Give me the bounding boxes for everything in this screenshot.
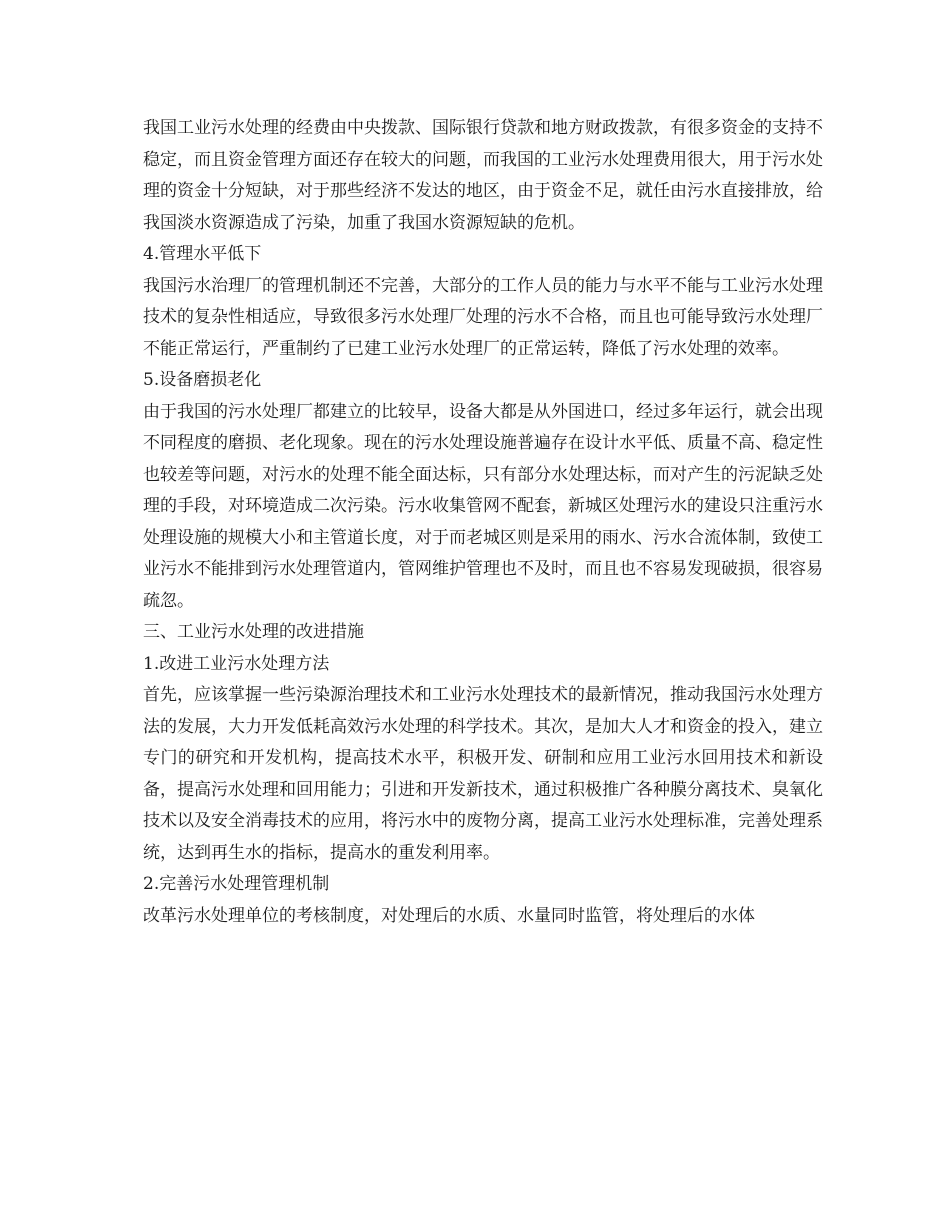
paragraph-methods: 首先，应该掌握一些污染源治理技术和工业污水处理技术的最新情况，推动我国污水处理方法的发展，大力开发低耗高效污水处理的科学技术。其次，是加大人才和资金的投入，建立专门的研究和开发机构，提高技术水平，积极开发、研制和应用工业污水回用技术和新设备，提高污水处理和回用能力；引进和开发新技术，通过积极推广各种膜分离技术、臭氧化技术以及安全消毒技术的应用，将污水中的废物分离，提高工业污水处理标准，完善处理系统，达到再生水的指标，提高水的重发利用率。	[143, 685, 823, 863]
document-body	[143, 113, 823, 932]
paragraph-funding: 我国工业污水处理的经费由中央拨款、国际银行贷款和地方财政拨款，有很多资金的支持不稳定，而且资金管理方面还存在较大的问题，而我国的工业污水处理费用很大，用于污水处理的资金十分短缺，对于那些经济不发达的地区，由于资金不足，就任由污水直接排放，给我国淡水资源造成了污染，加重了我国水资源短缺的危机。	[143, 118, 823, 233]
section-heading-improvements: 三、工业污水处理的改进措施	[143, 622, 364, 642]
heading-equipment-aging: 5.设备磨损老化	[143, 370, 262, 390]
paragraph-management: 我国污水治理厂的管理机制还不完善，大部分的工作人员的能力与水平不能与工业污水处理技术的复杂性相适应，导致很多污水处理厂处理的污水不合格，而且也可能导致污水处理厂不能正常运行，严重制约了已建工业污水处理厂的正常运转，降低了污水处理的效率。	[143, 275, 823, 359]
heading-management-level: 4.管理水平低下	[143, 244, 262, 264]
heading-improve-methods: 1.改进工业污水处理方法	[143, 653, 330, 674]
paragraph-mechanism: 改革污水处理单位的考核制度，对处理后的水质、水量同时监管，将处理后的水体	[143, 905, 755, 926]
heading-management-mechanism: 2.完善污水处理管理机制	[143, 874, 330, 894]
paragraph-equipment: 由于我国的污水处理厂都建立的比较早，设备大都是从外国进口，经过多年运行，就会出现不同程度的磨损、老化现象。现在的污水处理设施普遍存在设计水平低、质量不高、稳定性也较差等问题，对污水的处理不能全面达标，只有部分水处理达标，而对产生的污泥缺乏处理的手段，对环境造成二次污染。污水收集管网不配套，新城区处理污水的建设只注重污水处理设施的规模大小和主管道长度，对于而老城区则是采用的雨水、污水合流体制，致使工业污水不能排到污水处理管道内，管网维护管理也不及时，而且也不容易发现破损，很容易疏忽。	[143, 401, 823, 611]
